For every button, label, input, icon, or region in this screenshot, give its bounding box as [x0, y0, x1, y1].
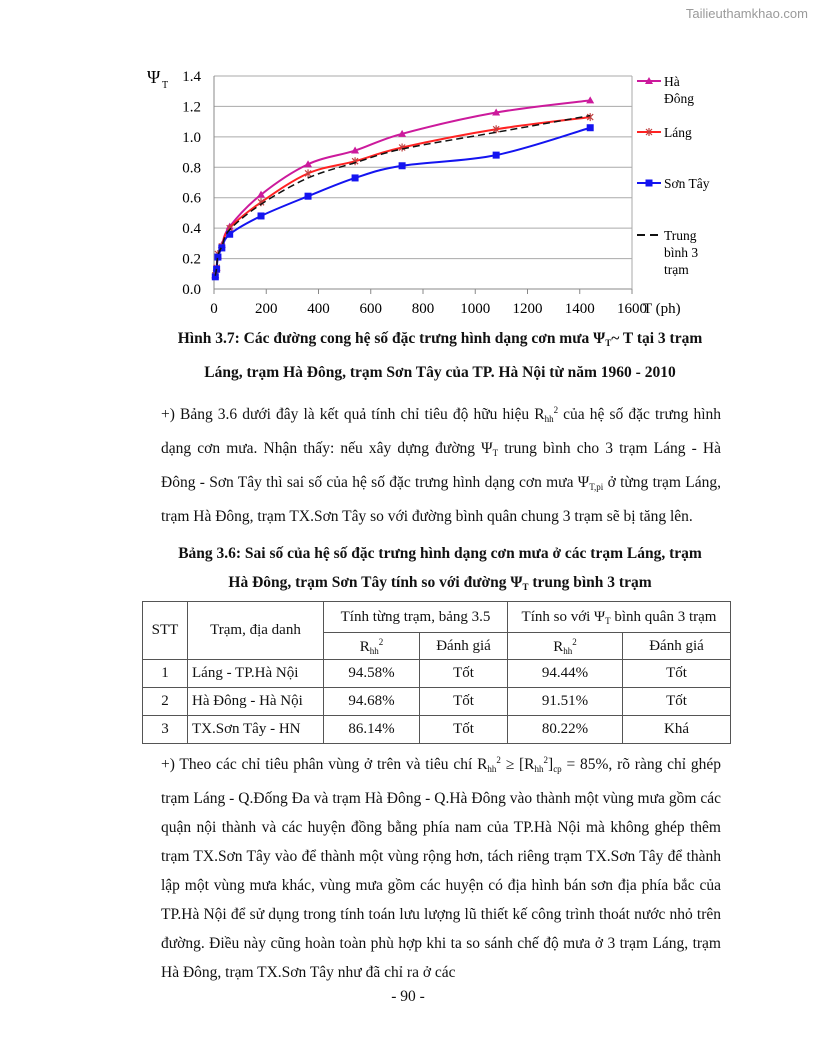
- text-sub: hh: [544, 414, 554, 424]
- psi-t-chart: [0, 0, 816, 320]
- error-table: [142, 601, 731, 744]
- table-row: [143, 660, 731, 688]
- x-tick-label: 400: [307, 301, 330, 317]
- y-tick-label: 1.0: [182, 129, 201, 146]
- r-sub: hh: [369, 645, 379, 656]
- header-group-individual: Tính từng trạm, bảng 3.5: [324, 602, 508, 633]
- table-caption: [150, 539, 730, 602]
- legend-label: Sơn Tây: [664, 176, 710, 191]
- header-group-average: [508, 602, 731, 633]
- legend-marker: [646, 180, 653, 187]
- legend-label: bình 3: [664, 245, 699, 260]
- r-sub: hh: [563, 645, 573, 656]
- text-sup: 2: [553, 405, 559, 415]
- figure-caption-line1a: Hình 3.7: Các đường cong hệ số đặc trưng hình dạng cơn mưa Ψ: [177, 330, 606, 347]
- cell-r2: 91.51%: [508, 688, 623, 716]
- y-tick-label: 0.8: [182, 160, 201, 177]
- h2sub: T: [605, 615, 611, 626]
- r-sup: 2: [572, 636, 577, 647]
- x-tick-label: 200: [255, 301, 278, 317]
- cell-stt: 2: [143, 688, 188, 716]
- text-sub: T: [492, 448, 499, 458]
- cell-e1: Tốt: [420, 716, 508, 744]
- x-tick-label: 800: [411, 301, 435, 317]
- x-tick-label: 1400: [564, 301, 595, 317]
- x-tick-label: 1000: [460, 301, 491, 317]
- cell-e1: Tốt: [420, 688, 508, 716]
- h2a: Tính so với Ψ: [521, 608, 606, 625]
- legend-label: trạm: [664, 262, 689, 277]
- text-sub: hh: [487, 764, 497, 774]
- y-tick-label: 0.2: [182, 251, 201, 268]
- figure-caption-line2: Láng, trạm Hà Đông, trạm Sơn Tây của TP. Hà Nội từ năm 1960 - 2010: [204, 364, 676, 381]
- cell-e2: Khá: [623, 716, 731, 744]
- text-run: của hệ số đặc trưng hình dạng cơn mưa. Nhận thấy: nếu xây dựng đường Ψ: [161, 406, 722, 457]
- cell-r2: 94.44%: [508, 660, 623, 688]
- data-point: [587, 124, 594, 131]
- x-tick-label: 600: [359, 301, 382, 317]
- table-caption-line2b: trung bình 3 trạm: [528, 574, 652, 591]
- text-run: = 85%, rõ ràng chỉ ghép trạm Láng - Q.Đống Đa và trạm Hà Đông - Q.Hà Đông vào thành một vùng mưa gồm các quận nội thành và các huyện đồng bằng phía nam của TP.Hà Nội mà không ghép thêm trạm TX.Sơn Tây vào để thành một vùng rộng hơn, tách riêng trạm TX.Sơn Tây để thành lập một vùng mưa khác, vùng mưa gồm các huyện có địa hình bán sơn địa phía bắc của TP.Hà Nội để sử dụng trong tính toán lưu lượng lũ thiết kế công trình thoát nước nhỏ trên đường. Điều này cũng hoàn toàn phù hợp khi ta so sánh chế độ mưa ở 3 trạm Láng, trạm Hà Đông, trạm TX.Sơn Tây như đã chỉ ra ở các: [161, 756, 722, 981]
- figure-caption-line1b: ~ T tại 3 trạm: [611, 330, 703, 347]
- cell-e1: Tốt: [420, 660, 508, 688]
- cell-station: Hà Đông - Hà Nội: [188, 688, 324, 716]
- text-sub: T,pi: [589, 482, 604, 492]
- data-point: [352, 174, 359, 181]
- y-tick-label: 0.4: [182, 221, 201, 238]
- paragraph-2: [161, 746, 721, 987]
- text-run: ở từng trạm Láng, trạm Hà Đông, trạm TX.Sơn Tây so với đường bình quân chung 3 trạm sẽ bị tăng lên.: [161, 474, 721, 525]
- cell-r1: 94.58%: [324, 660, 420, 688]
- table-caption-line2a: Hà Đông, trạm Sơn Tây tính so với đường Ψ: [228, 574, 523, 591]
- paragraph-1: [161, 396, 721, 531]
- table-caption-line1: Bảng 3.6: Sai số của hệ số đặc trưng hình dạng cơn mưa ở các trạm Láng, trạm: [178, 545, 702, 562]
- y-tick-label: 0.6: [182, 190, 201, 207]
- legend-label: Trung: [664, 228, 697, 243]
- page-number: - 90 -: [391, 988, 425, 1005]
- cell-r1: 94.68%: [324, 688, 420, 716]
- y-tick-label: 0.0: [182, 282, 201, 298]
- y-tick-label: 1.2: [182, 99, 201, 116]
- h2b: bình quân 3 trạm: [610, 608, 717, 625]
- header-eval2: Đánh giá: [623, 633, 731, 660]
- data-point: [493, 152, 500, 159]
- text-sup: 2: [543, 755, 549, 765]
- cell-e2: Tốt: [623, 688, 731, 716]
- legend-label: Hà: [664, 74, 680, 89]
- series-line-1: [215, 117, 590, 275]
- table-caption-sub: T: [522, 582, 529, 592]
- table-row: [143, 716, 731, 744]
- cell-station: TX.Sơn Tây - HN: [188, 716, 324, 744]
- header-r2: [508, 633, 623, 660]
- legend-label: Đông: [664, 91, 694, 106]
- y-axis-label: Ψ: [147, 67, 161, 87]
- x-tick-label: 0: [210, 301, 218, 317]
- cell-e2: Tốt: [623, 660, 731, 688]
- cell-stt: 3: [143, 716, 188, 744]
- series-line-2: [215, 128, 590, 277]
- data-point: [258, 212, 265, 219]
- header-eval1: Đánh giá: [420, 633, 508, 660]
- table-row: [143, 688, 731, 716]
- text-run: +) Theo các chỉ tiêu phân vùng ở trên và tiêu chí R: [161, 756, 488, 773]
- series-line-0: [215, 100, 590, 275]
- figure-caption-sub: T: [605, 338, 612, 348]
- header-stt: STT: [143, 602, 188, 660]
- y-axis-label-sub: T: [162, 80, 169, 91]
- watermark: Tailieuthamkhao.com: [685, 6, 808, 21]
- cell-station: Láng - TP.Hà Nội: [188, 660, 324, 688]
- cell-stt: 1: [143, 660, 188, 688]
- x-axis-label: T (ph): [643, 301, 681, 317]
- data-point: [399, 162, 406, 169]
- x-tick-label: 1600: [617, 301, 647, 317]
- text-sup: 2: [496, 755, 501, 765]
- text-run: ≥ [R: [500, 756, 535, 773]
- text-run: trung bình cho 3 trạm Láng - Hà Đông - Sơn Tây thì sai số của hệ số đặc trưng hình dạng cơn mưa Ψ: [161, 440, 721, 491]
- data-point: [305, 193, 312, 200]
- text-sub: cp: [553, 764, 562, 774]
- text-run: +) Bảng 3.6 dưới đây là kết quả tính chỉ tiêu độ hữu hiệu R: [161, 406, 545, 423]
- x-tick-label: 1200: [512, 301, 543, 317]
- text-sub: hh: [534, 764, 544, 774]
- r-label: R: [553, 638, 564, 655]
- legend-label: Láng: [664, 125, 692, 140]
- text-run: ]: [548, 756, 554, 773]
- cell-r2: 80.22%: [508, 716, 623, 744]
- r-label: R: [359, 638, 370, 655]
- header-station: Trạm, địa danh: [188, 602, 324, 660]
- r-sup: 2: [378, 636, 384, 647]
- y-tick-label: 1.4: [182, 69, 201, 85]
- header-r1: [324, 633, 420, 660]
- figure-caption: [150, 324, 730, 387]
- cell-r1: 86.14%: [324, 716, 420, 744]
